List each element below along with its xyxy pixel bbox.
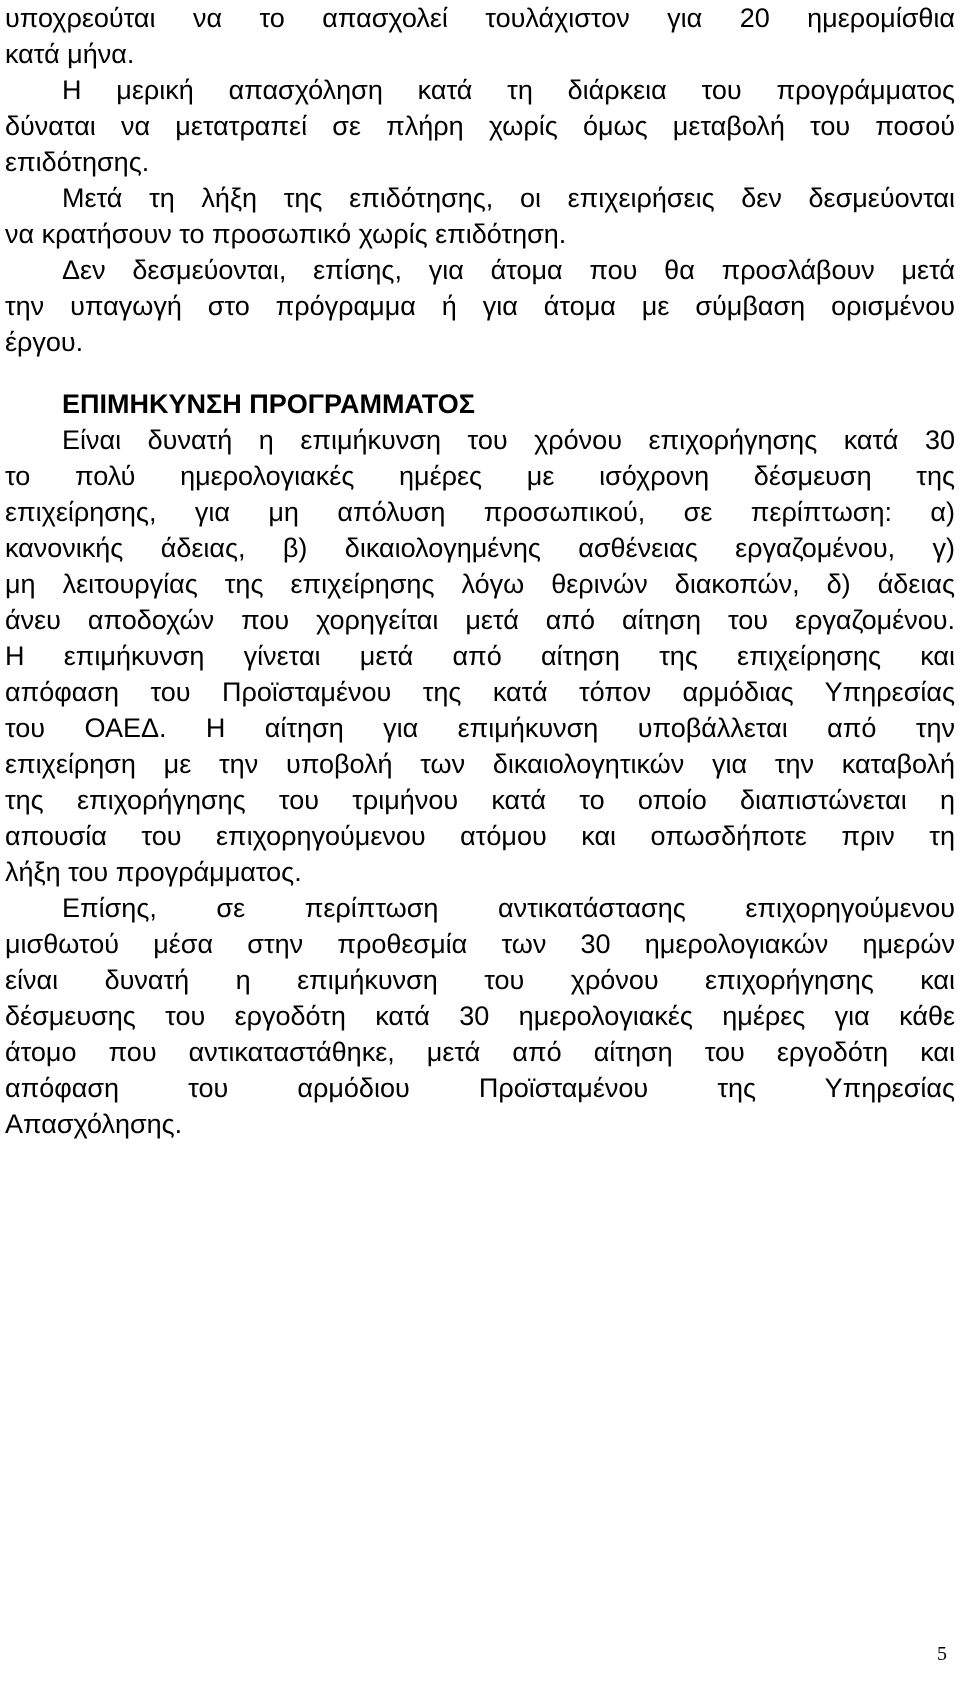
text-line: της επιχορήγησης του τριμήνου κατά το οποίο διαπιστώνεται η	[5, 785, 955, 815]
text-line: δέσμευσης του εργοδότη κατά 30 ημερολογιακές ημέρες για κάθε	[5, 1001, 955, 1031]
text-line: Επίσης, σε περίπτωση αντικατάστασης επιχορηγούμενου	[62, 893, 955, 923]
text-line: μη λειτουργίας της επιχείρησης λόγω θερινών διακοπών, δ) άδειας	[5, 569, 955, 599]
text-line: μισθωτού μέσα στην προθεσμία των 30 ημερολογιακών ημερών	[5, 929, 955, 959]
text-line: Απασχόλησης.	[5, 1109, 183, 1139]
section-heading: ΕΠΙΜΗΚΥΝΣΗ ΠΡΟΓΡΑΜΜΑΤΟΣ	[62, 389, 475, 419]
text-line: κατά μήνα.	[5, 39, 135, 69]
text-line: επιδότησης.	[5, 147, 150, 177]
text-line: επιχείρησης, για μη απόλυση προσωπικού, σε περίπτωση: α)	[5, 497, 955, 527]
text-line: το πολύ ημερολογιακές ημέρες με ισόχρονη δέσμευση της	[5, 461, 955, 491]
text-line: Η μερική απασχόληση κατά τη διάρκεια του προγράμματος	[62, 75, 955, 105]
page-number: 5	[937, 1643, 947, 1665]
text-line: Δεν δεσμεύονται, επίσης, για άτομα που θα προσλάβουν μετά	[62, 255, 955, 285]
text-line: Η επιμήκυνση γίνεται μετά από αίτηση της επιχείρησης και	[5, 641, 955, 671]
text-line: απουσία του επιχορηγούμενου ατόμου και οπωσδήποτε πριν τη	[5, 821, 955, 851]
text-line: του ΟΑΕΔ. Η αίτηση για επιμήκυνση υποβάλλεται από την	[5, 713, 955, 743]
text-line: έργου.	[5, 327, 84, 357]
text-line: δύναται να μετατραπεί σε πλήρη χωρίς όμως μεταβολή του ποσού	[5, 111, 955, 141]
text-line: επιχείρηση με την υποβολή των δικαιολογητικών για την καταβολή	[5, 749, 955, 779]
text-line: κανονικής άδειας, β) δικαιολογημένης ασθένειας εργαζομένου, γ)	[5, 533, 955, 563]
text-line: απόφαση του αρμόδιου Προϊσταμένου της Υπηρεσίας	[5, 1073, 955, 1103]
text-line: άτομο που αντικαταστάθηκε, μετά από αίτηση του εργοδότη και	[5, 1037, 955, 1067]
text-line: υποχρεούται να το απασχολεί τουλάχιστον για 20 ημερομίσθια	[5, 3, 955, 33]
text-line: την υπαγωγή στο πρόγραμμα ή για άτομα με σύμβαση ορισμένου	[5, 291, 955, 321]
text-line: άνευ αποδοχών που χορηγείται μετά από αίτηση του εργαζομένου.	[5, 605, 955, 635]
text-line: λήξη του προγράμματος.	[5, 857, 302, 887]
text-line: Μετά τη λήξη της επιδότησης, οι επιχειρήσεις δεν δεσμεύονται	[62, 183, 955, 213]
text-line: είναι δυνατή η επιμήκυνση του χρόνου επιχορήγησης και	[5, 965, 955, 995]
text-line: απόφαση του Προϊσταμένου της κατά τόπον αρμόδιας Υπηρεσίας	[5, 677, 955, 707]
text-line: Είναι δυνατή η επιμήκυνση του χρόνου επιχορήγησης κατά 30	[62, 425, 955, 455]
document-page	[5, 0, 955, 1142]
text-line: να κρατήσουν το προσωπικό χωρίς επιδότηση.	[5, 219, 567, 249]
section-spacer	[5, 360, 955, 386]
